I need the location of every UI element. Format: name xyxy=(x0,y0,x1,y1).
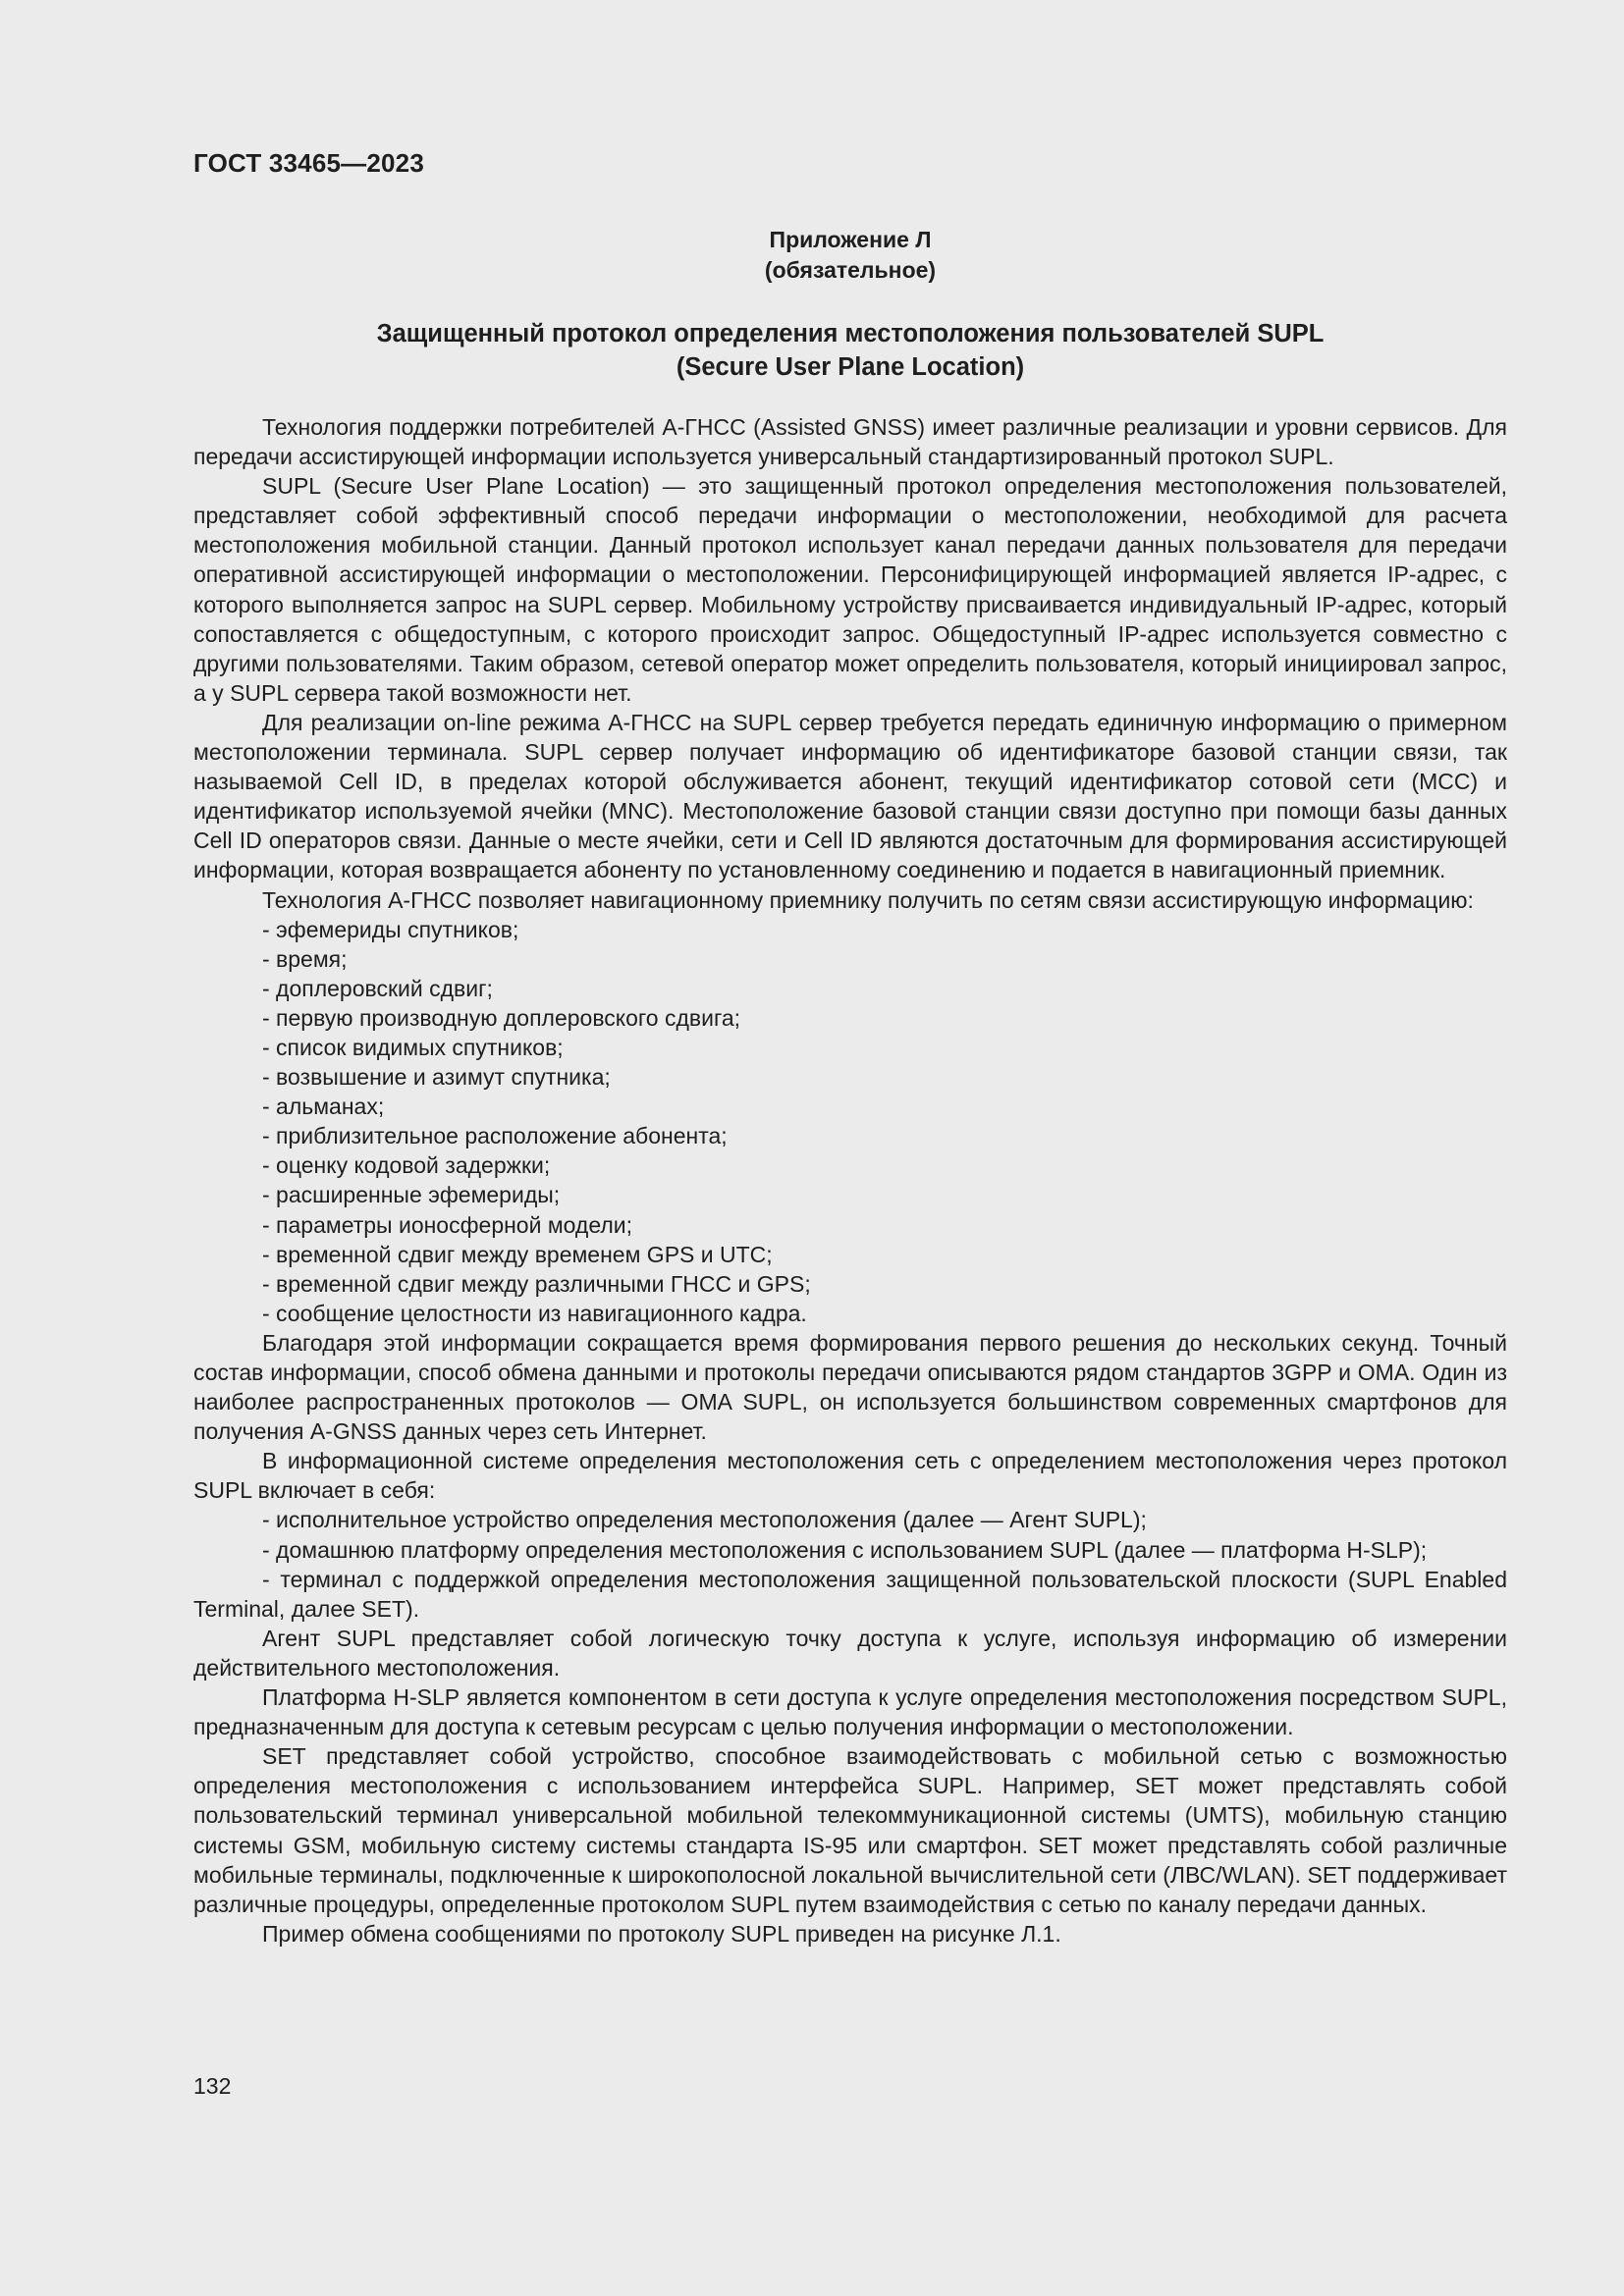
section-title-line2: (Secure User Plane Location) xyxy=(676,353,1025,381)
list-item: - первую производную доплеровского сдвига; xyxy=(262,1004,741,1031)
list-item: - исполнительное устройство определения местоположения (далее — Агент SUPL); xyxy=(262,1507,1147,1533)
paragraph: Технология поддержки потребителей А-ГНСС (Assisted GNSS) имеет различные реализации и уровни сервисов. Для передачи ассистирующей информации используется универсальный стандартизированный протокол SUPL. xyxy=(193,414,1507,470)
page-number: 132 xyxy=(193,2073,232,2099)
section-title-line1: Защищенный протокол определения местоположения пользователей SUPL xyxy=(376,320,1325,347)
annex-heading xyxy=(193,225,1507,286)
list-item: - альманах; xyxy=(262,1094,385,1120)
paragraph: Пример обмена сообщениями по протоколу SUPL приведен на рисунке Л.1. xyxy=(262,1920,1061,1947)
list-item: - приблизительное расположение абонента; xyxy=(262,1123,728,1149)
paragraph: SET представляет собой устройство, способное взаимодействовать с мобильной сетью с возможностью определения местоположения с использованием интерфейса SUPL. Например, SET может представлять собой пользовательский терминал универсальной мобильной телекоммуникационной системы (UMTS), мобильную станцию системы GSM, мобильную систему системы стандарта IS-95 или смартфон. SET может представлять собой различные мобильные терминалы, подключенные к широкополосной локальной вычислительной сети (ЛВС/WLAN). SET поддерживает различные процедуры, определенные протоколом SUPL путем взаимодействия с сетью по каналу передачи данных. xyxy=(193,1743,1507,1917)
list-item: - оценку кодовой задержки; xyxy=(262,1152,551,1179)
list-item: - терминал с поддержкой определения местоположения защищенной пользовательской плоскости (SUPL Enabled Terminal, далее SET). xyxy=(193,1566,1507,1622)
section-title xyxy=(193,317,1507,384)
paragraph: Агент SUPL представляет собой логическую точку доступа к услуге, используя информацию об измерении действительного местоположения. xyxy=(193,1625,1507,1681)
paragraph: Платформа H-SLP является компонентом в сети доступа к услуге определения местоположения посредством SUPL, предназначенным для доступа к сетевым ресурсам с целью получения информации о местоположении. xyxy=(193,1684,1507,1740)
paragraph: В информационной системе определения местоположения сеть с определением местоположения через протокол SUPL включает в себя: xyxy=(193,1448,1507,1504)
list-item: - возвышение и азимут спутника; xyxy=(262,1064,611,1091)
list-item: - список видимых спутников; xyxy=(262,1034,564,1060)
list-item: - время; xyxy=(262,945,348,972)
list-item: - домашнюю платформу определения местоположения с использованием SUPL (далее — платформа H-SLP); xyxy=(262,1536,1428,1563)
body-text xyxy=(193,412,1507,1949)
list-item: - временной сдвиг между различными ГНСС и GPS; xyxy=(262,1270,811,1297)
list-item: - параметры ионосферной модели; xyxy=(262,1211,633,1238)
list-item: - расширенные эфемериды; xyxy=(262,1182,561,1208)
standard-header: ГОСТ 33465—2023 xyxy=(193,148,424,178)
paragraph: SUPL (Secure User Plane Location) — это защищенный протокол определения местоположения пользователей, представляет собой эффективный способ передачи информации о местоположении, необходимой для расчета местоположения мобильной станции. Данный протокол использует канал передачи данных пользователя для передачи оперативной ассистирующей информации о местоположении. Персонифицирующей информацией является IP-адрес, с которого выполняется запрос на SUPL сервер. Мобильному устройству присваивается индивидуальный IP-адрес, который сопоставляется с общедоступным, с которого происходит запрос. Общедоступный IP-адрес используется совместно с другими пользователями. Таким образом, сетевой оператор может определить пользователя, который инициировал запрос, а у SUPL сервера такой возможности нет. xyxy=(193,473,1507,706)
annex-status: (обязательное) xyxy=(764,257,937,283)
paragraph: Благодаря этой информации сокращается время формирования первого решения до нескольких секунд. Точный состав информации, способ обмена данными и протоколы передачи описываются рядом стандартов 3GPP и OMA. Один из наиболее распространенных протоколов — OMA SUPL, он используется большинством современных смартфонов для получения A-GNSS данных через сеть Интернет. xyxy=(193,1329,1507,1445)
list-item: - временной сдвиг между временем GPS и UTC; xyxy=(262,1241,773,1267)
paragraph: Для реализации on-line режима А-ГНСС на SUPL сервер требуется передать единичную информацию о примерном местоположении терминала. SUPL сервер получает информацию об идентификаторе базовой станции связи, так называемой Cell ID, в пределах которой обслуживается абонент, текущий идентификатор сотовой сети (MCC) и идентификатор используемой ячейки (MNC). Местоположение базовой станции связи доступно при помощи базы данных Cell ID операторов связи. Данные о месте ячейки, сети и Cell ID являются достаточным для формирования ассистирующей информации, которая возвращается абоненту по установленному соединению и подается в навигационный приемник. xyxy=(193,709,1507,883)
list-item: - доплеровский сдвиг; xyxy=(262,975,493,1001)
paragraph: Технология А-ГНСС позволяет навигационному приемнику получить по сетям связи ассистирующую информацию: xyxy=(262,886,1474,913)
annex-label: Приложение Л xyxy=(769,227,932,252)
list-item: - эфемериды спутников; xyxy=(262,916,519,942)
list-item: - сообщение целостности из навигационного кадра. xyxy=(262,1300,807,1326)
